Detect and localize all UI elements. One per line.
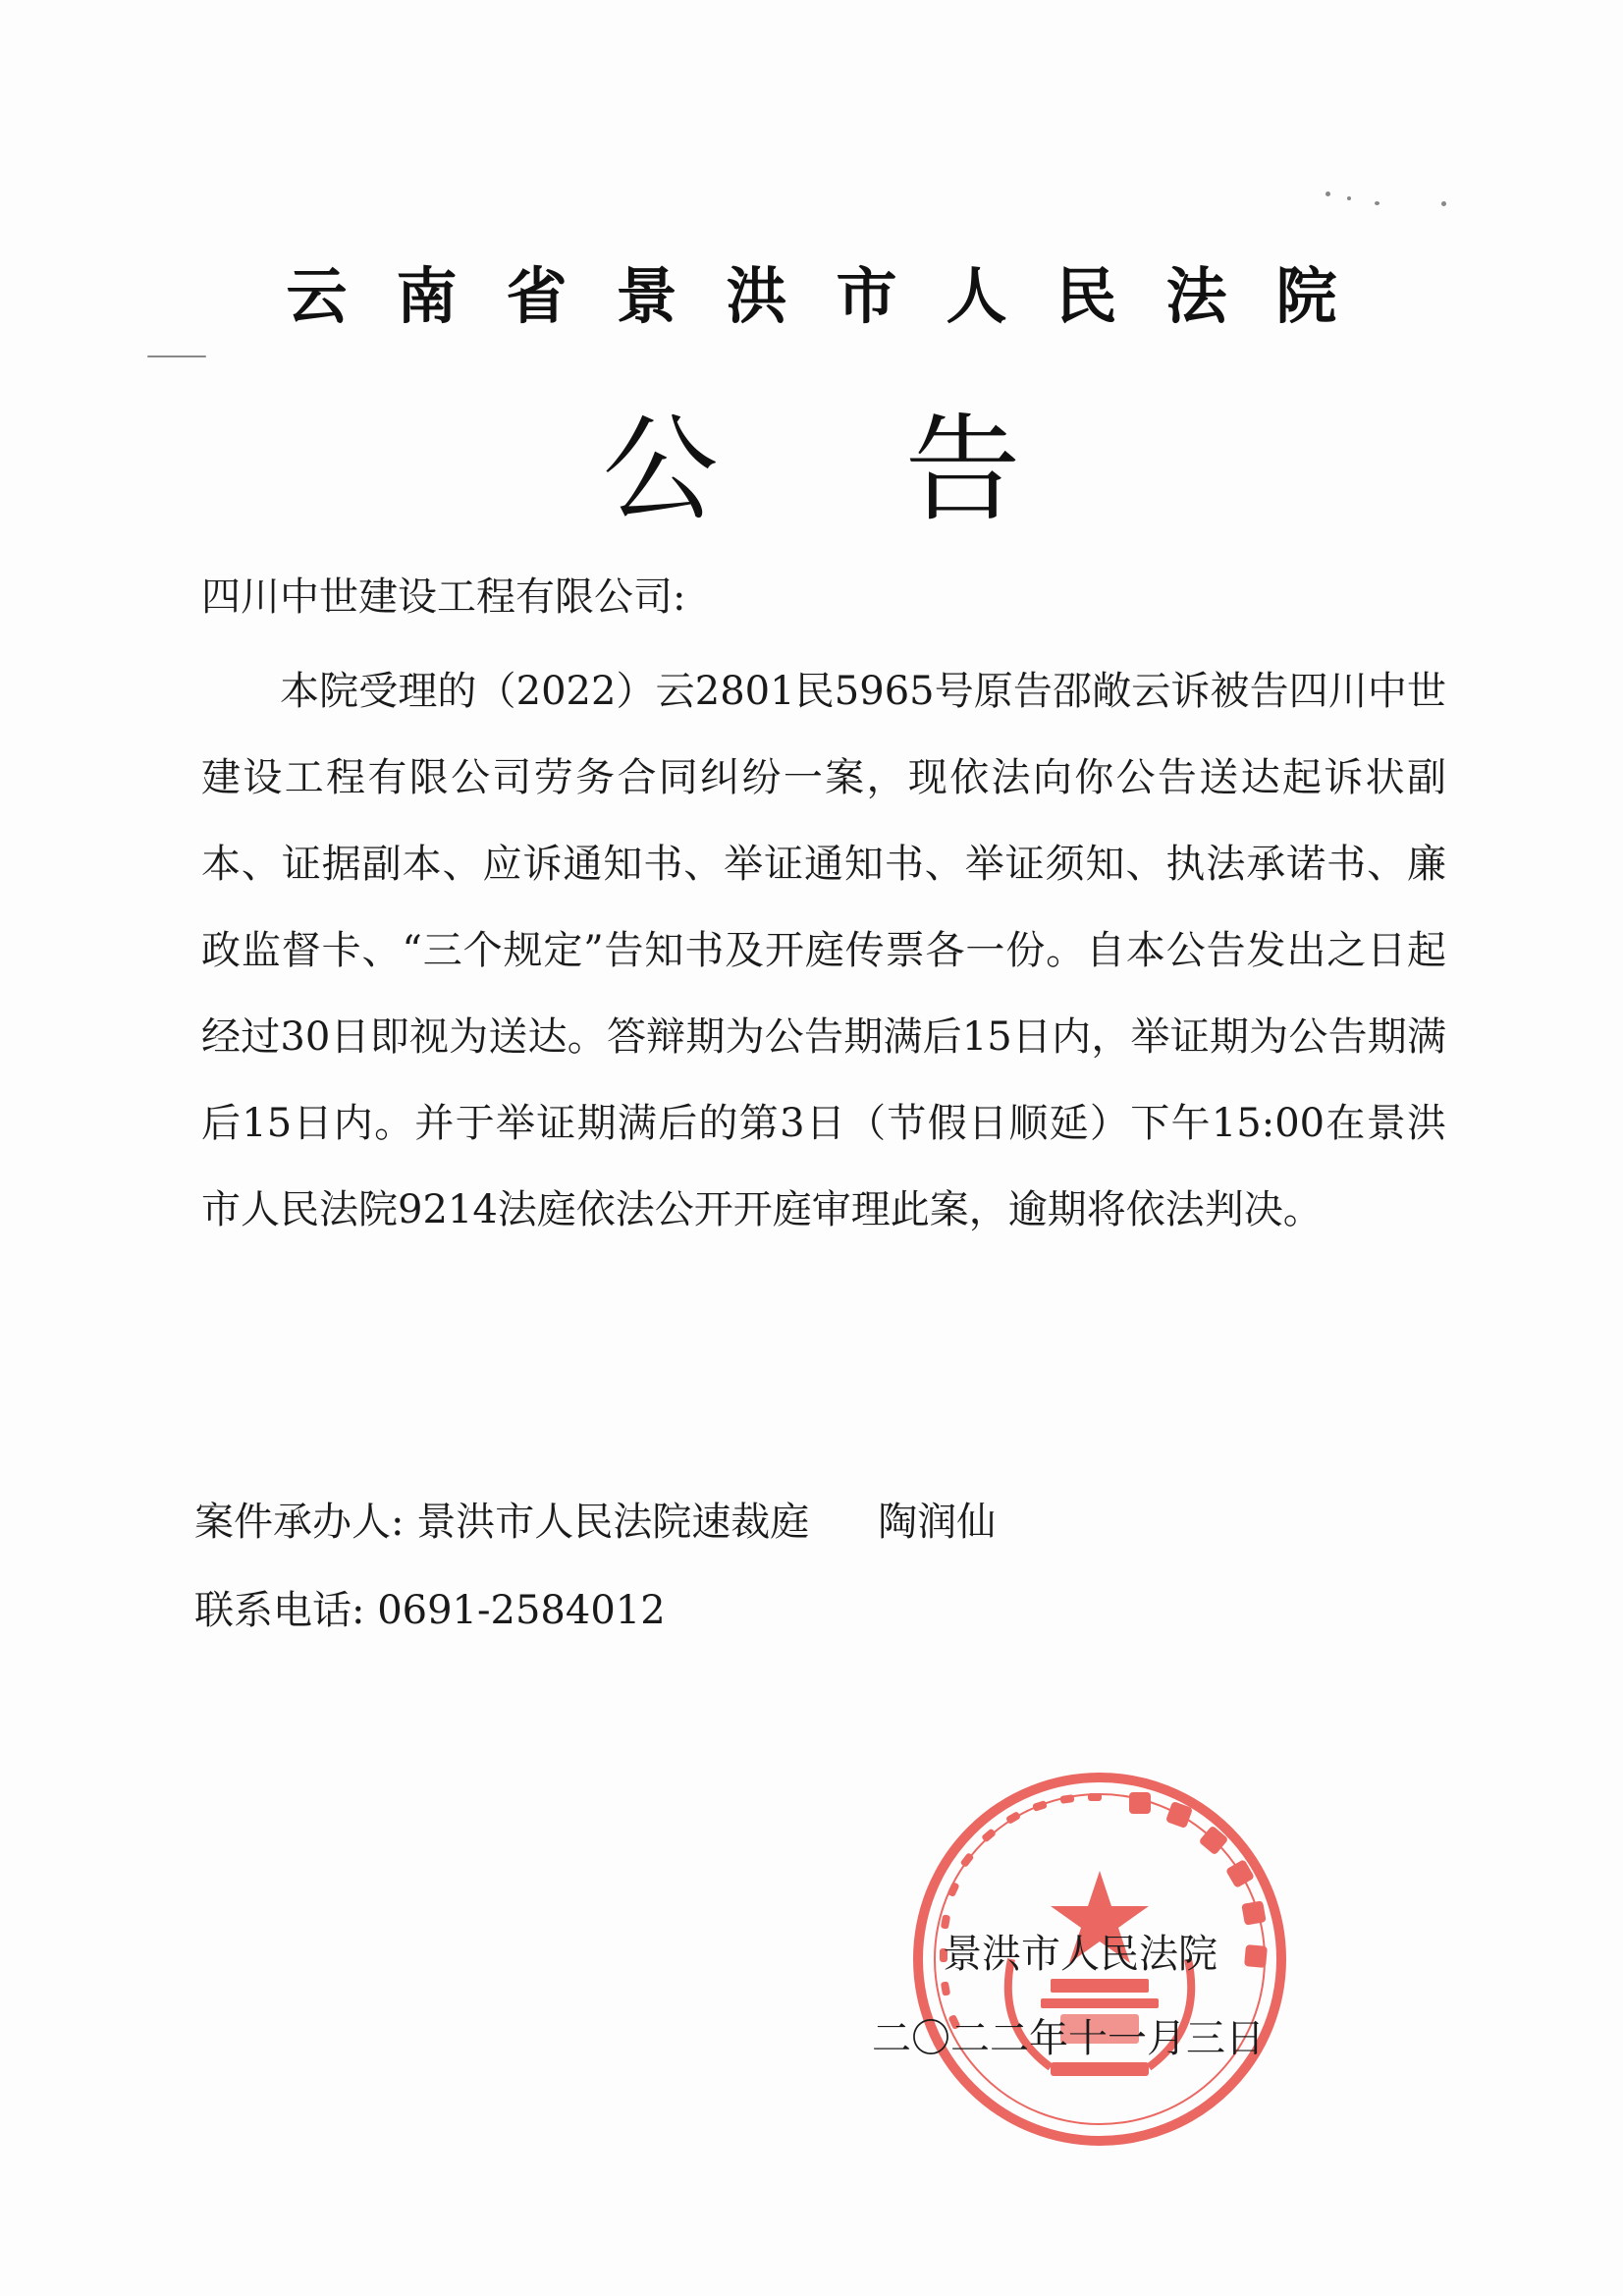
scan-speck (1441, 201, 1446, 206)
issue-date: 二〇二二年十一月三日 (872, 2016, 1265, 2061)
notice-title: 公告 (602, 402, 1208, 537)
handler-dept: 景洪市人民法院速裁庭 (416, 1500, 810, 1545)
phone-number: 0691-2584012 (377, 1588, 666, 1633)
notice-body: 本院受理的（2022）云2801民5965号原告邵敞云诉被告四川中世建设工程有限公司劳务合同纠纷一案，现依法向你公告送达起诉状副本、证据副本、应诉通知书、举证通知书、举证须知、执法承诺书、廉政监督卡、“三个规定”告知书及开庭传票各一份。自本公告发出之日起经过30日即视为送达。答辩期为公告期满后15日内，举证期为公告期满后15日内。并于举证期满后的第3日（节假日顺延）下午15:00在景洪市人民法院9214法庭依法公开开庭审理此案，逾期将依法判决。 (201, 669, 1446, 1232)
case-handler-line (194, 1493, 996, 1552)
phone-label: 联系电话: (194, 1588, 365, 1633)
scan-speck (147, 355, 206, 357)
handler-name: 陶润仙 (878, 1500, 997, 1545)
contact-phone-line (194, 1581, 666, 1640)
recipient: 四川中世建设工程有限公司: (201, 574, 686, 620)
scan-speck (1325, 191, 1330, 196)
scan-speck (1375, 201, 1380, 205)
issuing-court: 景洪市人民法院 (943, 1932, 1217, 1977)
scan-speck (1347, 196, 1351, 200)
handler-label: 案件承办人: (194, 1500, 405, 1545)
court-name: 云南省景洪市人民法院 (286, 260, 1386, 332)
